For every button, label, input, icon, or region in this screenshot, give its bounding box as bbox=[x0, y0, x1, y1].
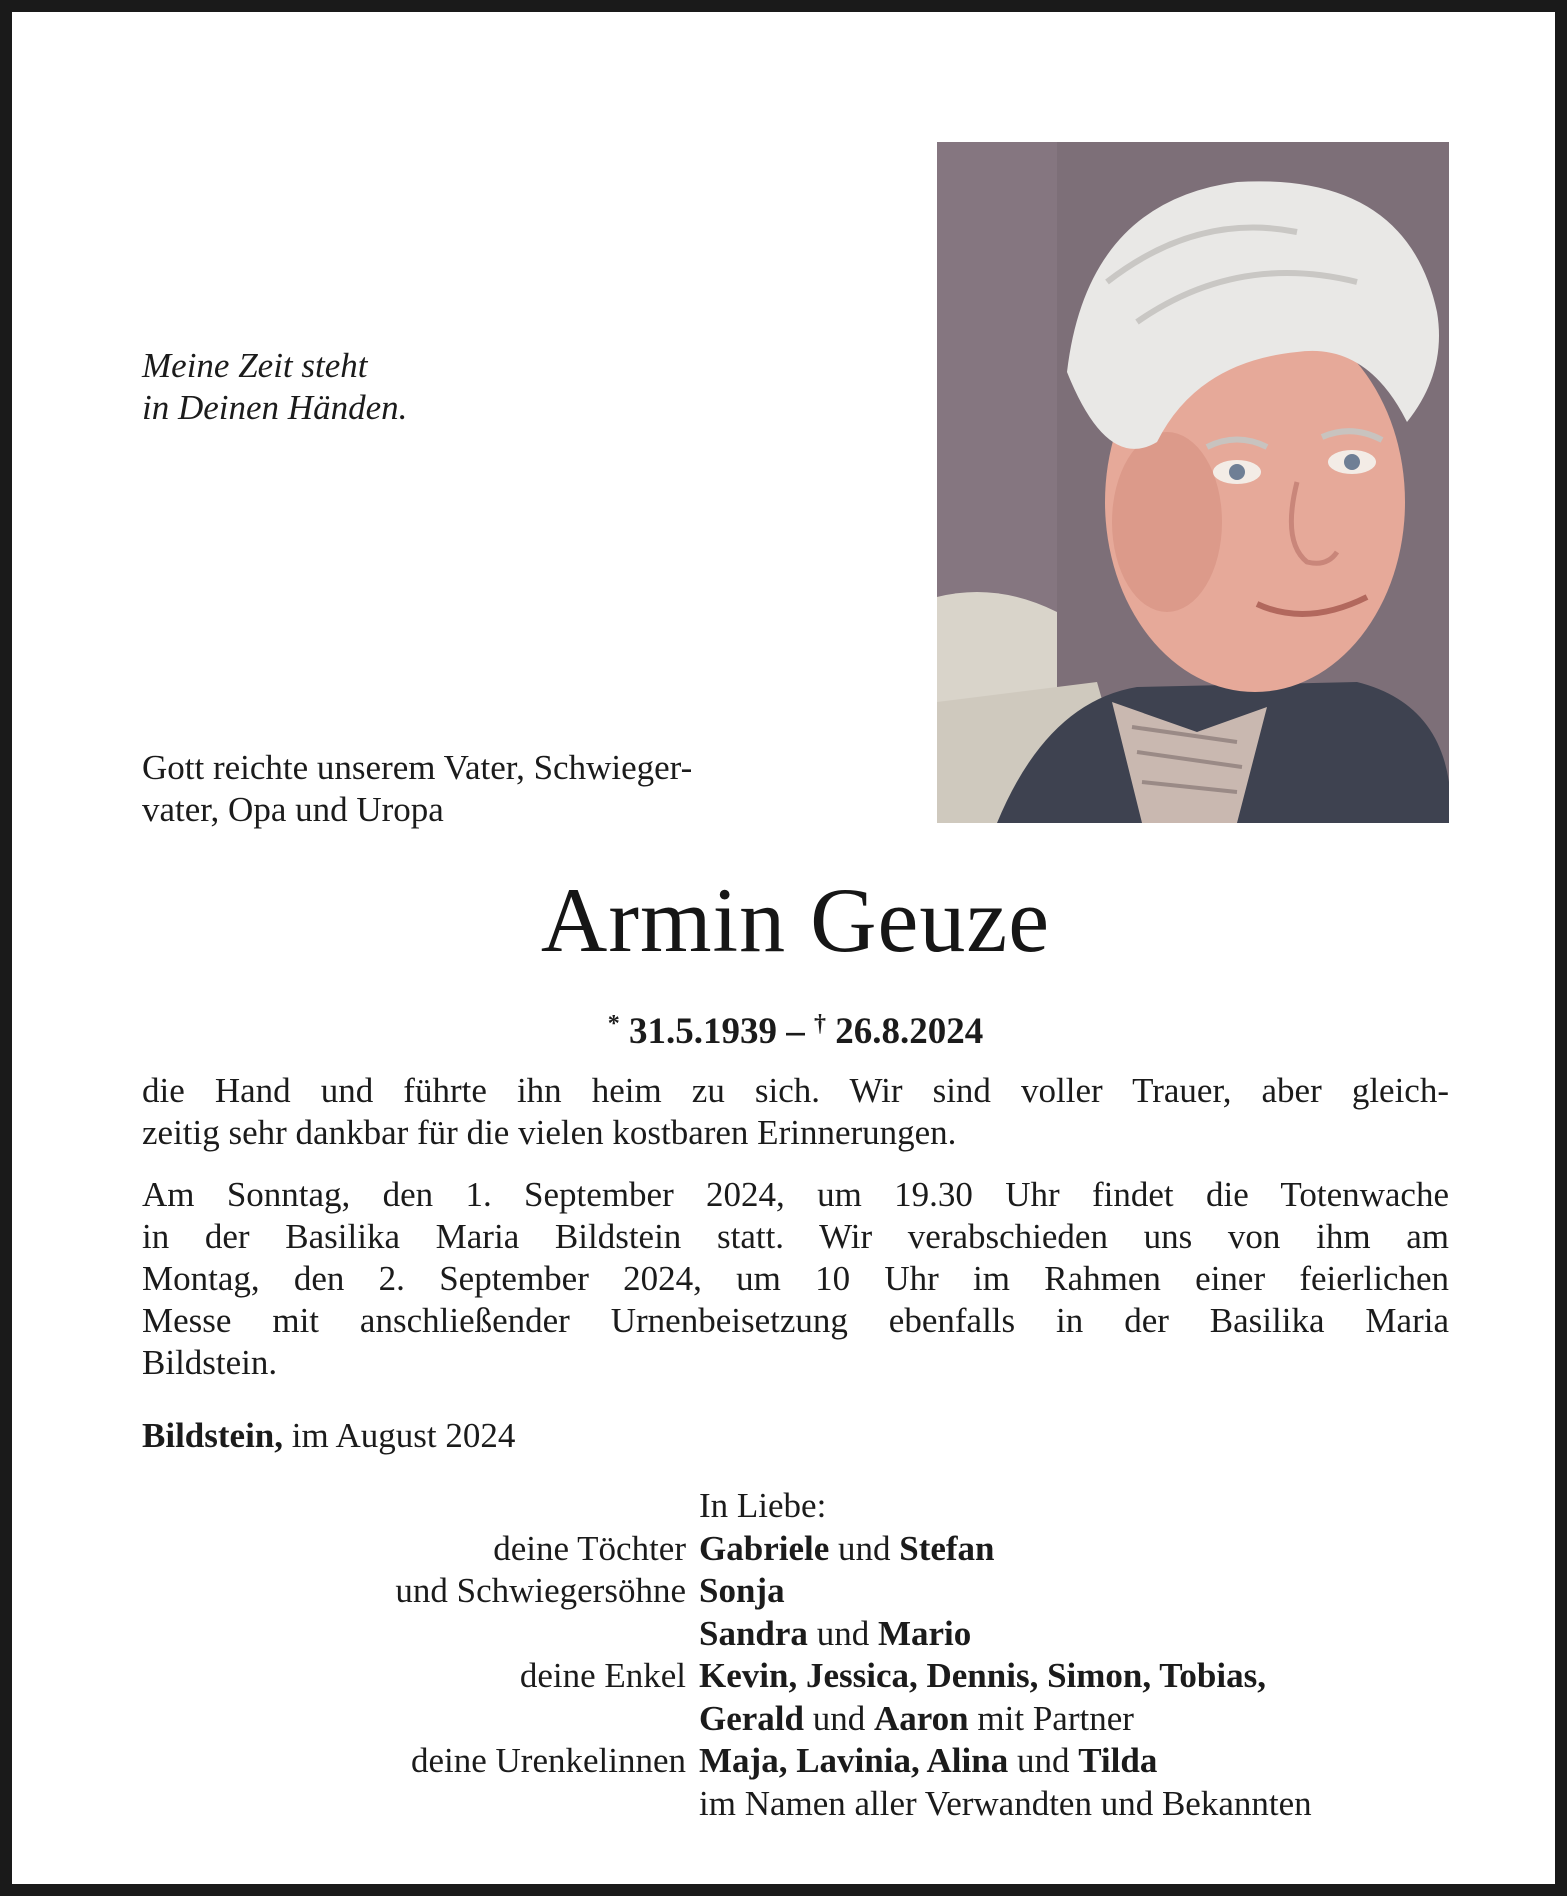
mourner-names bbox=[699, 1570, 785, 1613]
mourner-name: Mario bbox=[877, 1613, 972, 1653]
mourner-connector: und bbox=[1008, 1741, 1079, 1780]
mourner-name: Gabriele bbox=[699, 1528, 830, 1568]
mourners-list bbox=[12, 1485, 1567, 1825]
mourner-row bbox=[12, 1783, 1567, 1826]
announcement-paragraph bbox=[142, 1070, 1449, 1154]
mourner-relation: deine Töchter bbox=[493, 1528, 686, 1568]
mourner-names bbox=[699, 1698, 1134, 1741]
mourner-row bbox=[12, 1570, 1567, 1613]
mourner-relation: und Schwiegersöhne bbox=[395, 1571, 686, 1610]
mourner-relation: deine Enkel bbox=[519, 1656, 686, 1695]
birth-asterisk: * bbox=[607, 1011, 620, 1037]
mourner-names bbox=[699, 1613, 971, 1656]
photo-iris-right bbox=[1344, 454, 1360, 470]
intro-line: vater, Opa und Uropa bbox=[142, 790, 444, 829]
mourner-row bbox=[12, 1655, 1567, 1698]
intro-line: Gott reichte unserem Vater, Schwieger- bbox=[142, 748, 693, 787]
paragraph-line: Messe mit anschließender Urnenbeisetzung ebenfalls in der Basilika Maria bbox=[142, 1301, 1449, 1340]
mourners-heading-row bbox=[12, 1485, 1567, 1528]
place-date: im August 2024 bbox=[291, 1416, 516, 1455]
mourner-name: Sonja bbox=[699, 1571, 785, 1610]
mourner-row bbox=[12, 1698, 1567, 1741]
mourner-name: Kevin, Jessica, Dennis, Simon, Tobias, bbox=[699, 1656, 1266, 1695]
mourner-name: Tilda bbox=[1078, 1741, 1158, 1780]
photo-ear bbox=[1112, 432, 1222, 612]
photo-iris-left bbox=[1229, 464, 1245, 480]
mourner-names bbox=[699, 1740, 1157, 1783]
motto-verse bbox=[142, 345, 407, 429]
mourner-connector: und bbox=[829, 1528, 900, 1568]
mourner-names bbox=[699, 1528, 995, 1571]
motto-line: in Deinen Händen. bbox=[142, 388, 408, 427]
paragraph-line: Montag, den 2. September 2024, um 10 Uhr im Rahmen einer feierlichen bbox=[142, 1259, 1449, 1298]
mourner-name: Aaron bbox=[873, 1698, 969, 1738]
mourner-names bbox=[699, 1783, 1312, 1826]
deceased-name: Armin Geuze bbox=[540, 869, 1051, 971]
life-dates bbox=[12, 1002, 1567, 1054]
motto-line: Meine Zeit steht bbox=[142, 346, 368, 385]
mourner-names bbox=[699, 1655, 1266, 1698]
place-town: Bildstein, bbox=[142, 1416, 284, 1455]
mourner-name: Stefan bbox=[899, 1528, 995, 1568]
paragraph-line: in der Basilika Maria Bildstein statt. Wir verabschieden uns von ihm am bbox=[142, 1217, 1449, 1256]
birth-date: 31.5.1939 bbox=[629, 1011, 777, 1052]
mourner-connector: im Namen aller Verwandten und Bekannten bbox=[699, 1783, 1312, 1823]
mourner-row bbox=[12, 1613, 1567, 1656]
date-dash: – bbox=[786, 1011, 805, 1052]
place-and-date bbox=[142, 1415, 515, 1457]
paragraph-line: Bildstein. bbox=[142, 1343, 278, 1382]
mourner-row bbox=[12, 1528, 1567, 1571]
paragraph-line: zeitig sehr dankbar für die vielen kostbaren Erinnerungen. bbox=[142, 1113, 957, 1152]
paragraph-line: Am Sonntag, den 1. September 2024, um 19.30 Uhr findet die Totenwache bbox=[142, 1175, 1449, 1214]
mourner-relation: deine Urenkelinnen bbox=[410, 1741, 686, 1780]
mourner-name: Maja, Lavinia, Alina bbox=[699, 1741, 1009, 1780]
mourner-row bbox=[12, 1740, 1567, 1783]
mourner-name: Gerald bbox=[699, 1698, 804, 1738]
mourner-name: Sandra bbox=[699, 1613, 808, 1653]
mourner-connector: und bbox=[803, 1698, 874, 1738]
funeral-details-paragraph bbox=[142, 1174, 1449, 1384]
portrait-photo bbox=[937, 142, 1449, 823]
mourner-connector: mit Partner bbox=[968, 1698, 1134, 1738]
mourners-heading: In Liebe: bbox=[699, 1486, 827, 1525]
mourner-connector: und bbox=[807, 1613, 878, 1653]
portrait-illustration bbox=[937, 142, 1449, 823]
intro-text bbox=[142, 747, 692, 831]
death-date: 26.8.2024 bbox=[835, 1011, 984, 1052]
paragraph-line: die Hand und führte ihn heim zu sich. Wir sind voller Trauer, aber gleich- bbox=[142, 1071, 1449, 1110]
death-cross: † bbox=[814, 1011, 826, 1037]
